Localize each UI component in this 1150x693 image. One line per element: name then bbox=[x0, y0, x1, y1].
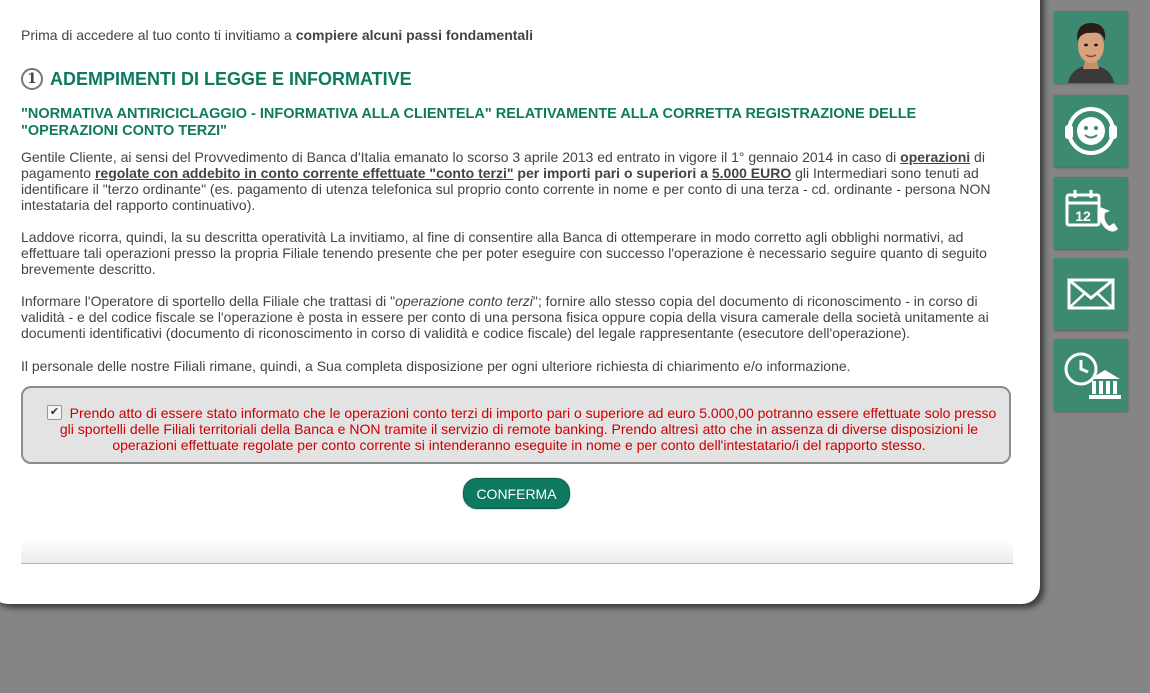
clock-bank-icon[interactable] bbox=[1054, 339, 1128, 411]
paragraph-4: Il personale delle nostre Filiali rimane, quindi, a Sua completa disposizione per ogni ulteriore richiesta di chiarimento e/o informazione. bbox=[21, 358, 851, 374]
section-title-text: ADEMPIMENTI DI LEGGE E INFORMATIVE bbox=[50, 68, 412, 89]
confirm-button[interactable]: CONFERMA bbox=[463, 478, 570, 509]
acknowledgement-text: Prendo atto di essere stato informato che le operazioni conto terzi di importo pari o superiore ad euro 5.000,00 potranno essere effettuate solo presso gli sportelli delle Filiali territoriali della Banca e NON tramite il servizio di remote banking. Prendo altresì atto che in assenza di diverse disposizioni le operazioni effettuate regolate per conto corrente si intenderanno eseguite in nome e per conto dell'intestatario/i del rapporto stesso. bbox=[59, 405, 997, 453]
mail-icon[interactable] bbox=[1054, 258, 1128, 330]
paragraph-1: Gentile Cliente, ai sensi del Provvedimento di Banca d'Italia emanato lo scorso 3 aprile 2013 ed entrato in vigore il 1° gennaio 2014 in caso di operazioni di pagamento regolate con addebito in conto corrente effettuate "conto terzi" per importi pari o superiori a 5.000 EURO gli Intermediari sono tenuti ad identificare il "terzo ordinante" (es. pagamento di utenza telefonica sul proprio conto corrente in nome e per conto di una terza - cd. ordinante - persona NON intestataria del rapporto continuativo). bbox=[21, 149, 991, 213]
svg-text:12: 12 bbox=[1075, 208, 1091, 224]
paragraph-2: Laddove ricorra, quindi, la su descritta operatività La invitiamo, al fine di consentire alla Banca di ottemperare in modo corretto agli obblighi normativi, ad effettuare tali operazioni presso la propria Filiale tenendo presente che per poter eseguire con successo l'operazione è necessario seguire quanto di seguito brevemente descritto. bbox=[21, 229, 987, 277]
section-title bbox=[21, 68, 412, 90]
user-avatar-icon[interactable] bbox=[1054, 11, 1128, 83]
intro-text: Prima di accedere al tuo conto ti invitiamo a compiere alcuni passi fondamentali bbox=[21, 27, 533, 43]
step-number-icon: 1 bbox=[21, 68, 43, 90]
subtitle: "NORMATIVA ANTIRICICLAGGIO - INFORMATIVA ALLA CLIENTELA" RELATIVAMENTE ALLA CORRETTA REGISTRAZIONE DELLE "OPERAZIONI CONTO TERZI" bbox=[21, 106, 917, 139]
calendar-phone-icon[interactable] bbox=[1054, 177, 1128, 249]
acknowledgement-box bbox=[21, 386, 1011, 464]
acknowledgement-checkbox[interactable]: ✔ bbox=[47, 405, 62, 420]
paragraph-3: Informare l'Operatore di sportello della Filiale che trattasi di "operazione conto terzi"; fornire allo stesso copia del documento di riconoscimento - in corso di validità - e del codice fiscale se l'operazione è posta in essere per conto di una persona fisica oppure copia della visura camerale della società unitamente ai documenti identificativi (documento di riconoscimento in corso di validità e codice fiscale) del legale rappresentante (esecutore dell'operazione). bbox=[21, 293, 989, 341]
customer-support-icon[interactable] bbox=[1054, 95, 1128, 167]
modal-footer-bar bbox=[21, 542, 1013, 564]
